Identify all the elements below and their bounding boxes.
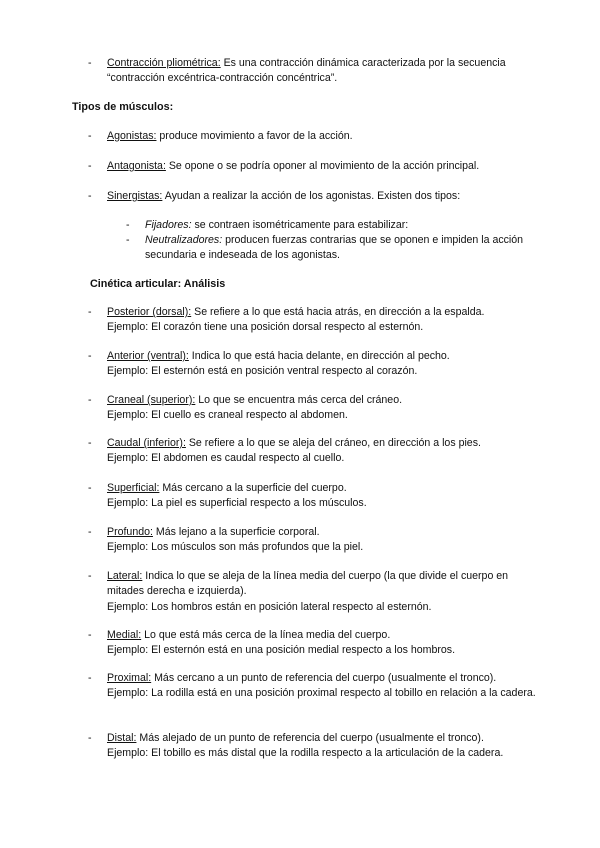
example-text: Ejemplo: La rodilla está en una posición proximal respecto al tobillo en relación a la cadera. — [107, 687, 536, 700]
term-label: Agonistas: — [107, 130, 157, 142]
example-text: Ejemplo: El esternón está en posición ventral respecto al corazón. — [107, 365, 418, 378]
bullet-dash: - — [88, 570, 92, 582]
definition-text: Se refiere a lo que está hacia atrás, en dirección a la espalda. — [191, 306, 485, 318]
list-item — [90, 481, 540, 512]
definition-text: Se opone o se podría oponer al movimiento de la acción principal. — [165, 160, 480, 172]
bullet-dash: - — [88, 160, 92, 172]
term-label: Antagonista: — [107, 160, 166, 172]
term-label: Distal: — [107, 732, 137, 744]
definition-text: se contraen isométricamente para estabilizar: — [191, 219, 409, 231]
section-heading-muscles: Tipos de músculos: — [72, 101, 174, 113]
list-item — [90, 129, 540, 144]
sub-list-item — [127, 233, 527, 264]
definition-text: Indica lo que está hacia delante, en dirección al pecho. — [188, 350, 450, 362]
list-item-pliometrica — [90, 56, 540, 87]
term-label: Sinergistas: — [107, 190, 163, 202]
term-label: Superficial: — [107, 482, 160, 494]
list-item — [90, 305, 540, 336]
list-item — [90, 189, 540, 204]
term-label: Posterior (dorsal): — [107, 306, 192, 318]
bullet-dash: - — [126, 219, 130, 231]
sub-list-item — [127, 218, 527, 233]
bullet-dash: - — [88, 482, 92, 494]
term-label: Neutralizadores: — [145, 234, 223, 246]
section-heading-kinetics: Cinética articular: Análisis — [90, 278, 226, 290]
term-label: Contracción pliométrica: — [107, 57, 221, 69]
example-text: Ejemplo: El esternón está en una posición medial respecto a los hombros. — [107, 644, 456, 657]
term-label: Fijadores: — [145, 219, 192, 231]
term-label: Lateral: — [107, 570, 143, 582]
bullet-dash: - — [88, 732, 92, 744]
bullet-dash: - — [88, 437, 92, 449]
bullet-dash: - — [88, 57, 92, 69]
list-item — [90, 569, 540, 615]
bullet-dash: - — [88, 130, 92, 142]
bullet-dash: - — [126, 234, 130, 246]
term-label: Medial: — [107, 629, 142, 641]
term-label: Proximal: — [107, 672, 152, 684]
example-text: Ejemplo: El corazón tiene una posición dorsal respecto al esternón. — [107, 321, 424, 334]
bullet-dash: - — [88, 629, 92, 641]
definition-text: Más cercano a la superficie del cuerpo. — [159, 482, 347, 494]
example-text: Ejemplo: El cuello es craneal respecto al abdomen. — [107, 409, 348, 422]
bullet-dash: - — [88, 394, 92, 406]
definition-text: Es una contracción dinámica caracterizada por la secuencia “contracción excéntrica-contracción concéntrica”. — [107, 57, 506, 85]
list-item — [90, 671, 540, 702]
example-text: Ejemplo: El abdomen es caudal respecto al cuello. — [107, 452, 345, 465]
example-text: Ejemplo: Los hombros están en posición lateral respecto al esternón. — [107, 600, 432, 613]
term-label: Anterior (ventral): — [107, 350, 189, 362]
bullet-dash: - — [88, 190, 92, 202]
definition-text: Más lejano a la superficie corporal. — [152, 526, 320, 538]
example-text: Ejemplo: El tobillo es más distal que la rodilla respecto a la articulación de la cadera. — [107, 747, 504, 760]
example-text: Ejemplo: Los músculos son más profundos que la piel. — [107, 541, 364, 554]
bullet-dash: - — [88, 526, 92, 538]
list-item — [90, 436, 540, 467]
definition-text: Más alejado de un punto de referencia del cuerpo (usualmente el tronco). — [136, 732, 484, 744]
definition-text: Lo que se encuentra más cerca del cráneo. — [195, 394, 403, 406]
bullet-dash: - — [88, 306, 92, 318]
list-item — [90, 525, 540, 556]
example-text: Ejemplo: La piel es superficial respecto a los músculos. — [107, 497, 367, 510]
definition-text: Se refiere a lo que se aleja del cráneo, en dirección a los pies. — [185, 437, 481, 449]
term-label: Profundo: — [107, 526, 153, 538]
definition-text: Ayudan a realizar la acción de los agonistas. Existen dos tipos: — [162, 190, 461, 202]
definition-text: produce movimiento a favor de la acción. — [156, 130, 353, 142]
list-item — [90, 731, 540, 762]
bullet-dash: - — [88, 350, 92, 362]
list-item — [90, 349, 540, 380]
definition-text: Indica lo que se aleja de la línea media del cuerpo (la que divide el cuerpo en mitades derecha e izquierda). — [107, 570, 509, 598]
definition-text: Más cercano a un punto de referencia del cuerpo (usualmente el tronco). — [151, 672, 497, 684]
definition-text: producen fuerzas contrarias que se oponen e impiden la acción secundaria e indeseada de los agonistas. — [145, 234, 524, 262]
list-item — [90, 393, 540, 424]
bullet-dash: - — [88, 672, 92, 684]
definition-text: Lo que está más cerca de la línea media del cuerpo. — [141, 629, 391, 641]
term-label: Craneal (superior): — [107, 394, 196, 406]
term-label: Caudal (inferior): — [107, 437, 186, 449]
list-item — [90, 159, 540, 174]
list-item — [90, 628, 540, 659]
